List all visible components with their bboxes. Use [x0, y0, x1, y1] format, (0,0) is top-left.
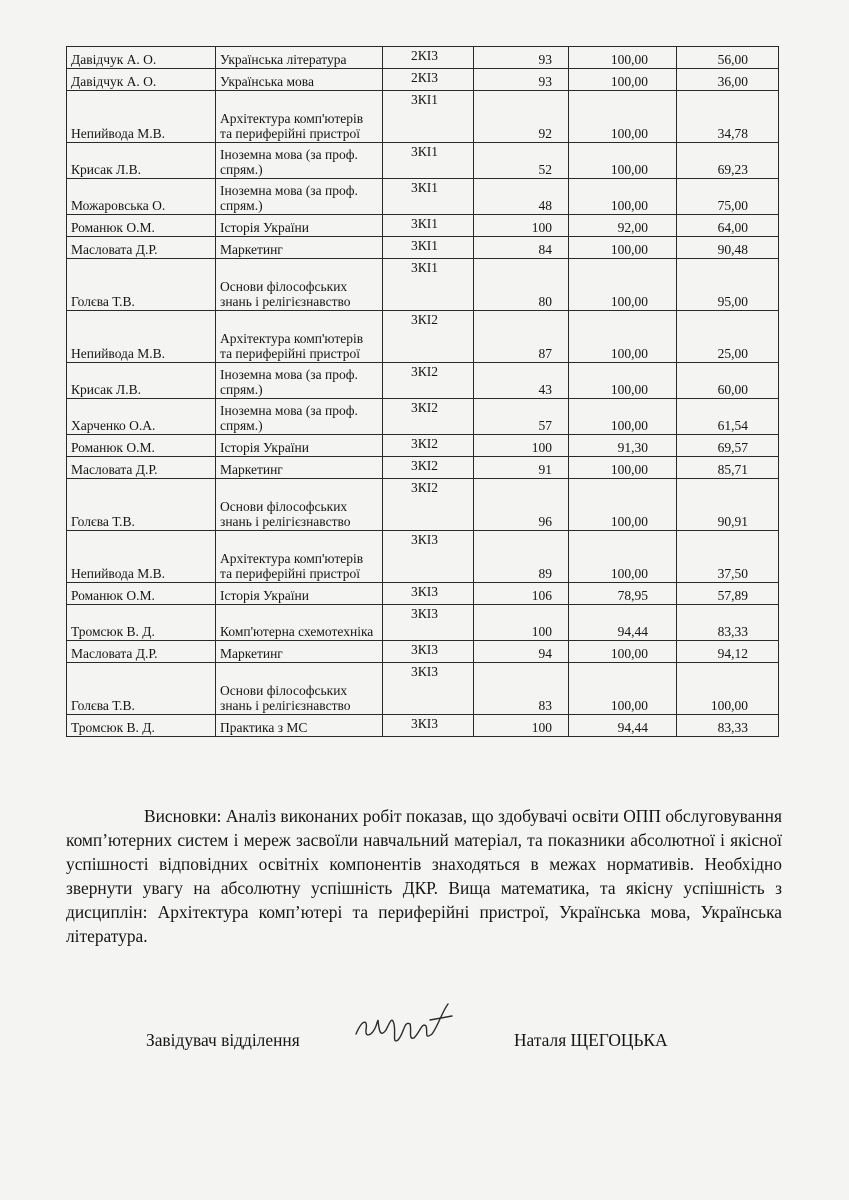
teacher-name-cell: Масловата Д.Р.: [67, 237, 216, 259]
quality-success-cell: 60,00: [677, 363, 779, 399]
quality-success-cell: 56,00: [677, 47, 779, 69]
table-row: [67, 69, 779, 91]
subject-cell: Українська мова: [216, 69, 383, 91]
subject-cell: Українська література: [216, 47, 383, 69]
group-cell: 2КІ3: [383, 69, 474, 91]
group-cell: 3КІ3: [383, 715, 474, 737]
table-row: [67, 605, 779, 641]
teacher-name-cell: Тромсюк В. Д.: [67, 605, 216, 641]
teacher-name-cell: Романюк О.М.: [67, 215, 216, 237]
group-cell: 3КІ2: [383, 479, 474, 531]
teacher-name-cell: Можаровська О.: [67, 179, 216, 215]
table-row: [67, 179, 779, 215]
quality-success-cell: 61,54: [677, 399, 779, 435]
table-row: [67, 435, 779, 457]
absolute-success-cell: 94,44: [569, 605, 677, 641]
absolute-success-cell: 100,00: [569, 69, 677, 91]
teacher-name-cell: Романюк О.М.: [67, 583, 216, 605]
subject-cell: Маркетинг: [216, 641, 383, 663]
grades-table-body: [67, 47, 779, 737]
quality-success-cell: 85,71: [677, 457, 779, 479]
absolute-success-cell: 100,00: [569, 91, 677, 143]
group-cell: 3КІ1: [383, 143, 474, 179]
group-cell: 3КІ2: [383, 435, 474, 457]
quality-success-cell: 34,78: [677, 91, 779, 143]
teacher-name-cell: Крисак Л.В.: [67, 363, 216, 399]
absolute-success-cell: 100,00: [569, 399, 677, 435]
absolute-success-cell: 92,00: [569, 215, 677, 237]
position-label: Завідувач відділення: [146, 1030, 300, 1050]
student-count-cell: 93: [474, 69, 569, 91]
table-row: [67, 311, 779, 363]
signature-image: [352, 990, 462, 1050]
table-row: [67, 143, 779, 179]
table-row: [67, 479, 779, 531]
teacher-name-cell: Непийвода М.В.: [67, 531, 216, 583]
absolute-success-cell: 100,00: [569, 311, 677, 363]
conclusion-paragraph: Висновки: Аналіз виконаних робіт показав, що здобувачі освіти ОПП обслуговування комп’ютерних систем і мереж засвоїли навчальний матеріал, та показники абсолютної і якісної успішності відповідних освітніх компонентів знаходяться в межах нормативів. Необхідно звернути увагу на абсолютну успішність ДКР. Вища математика, та якісну успішність з дисциплін: Архітектура комп’ютері та периферійні пристрої, Українська мова, Українська література.: [66, 806, 782, 946]
quality-success-cell: 94,12: [677, 641, 779, 663]
quality-success-cell: 75,00: [677, 179, 779, 215]
subject-cell: Маркетинг: [216, 457, 383, 479]
absolute-success-cell: 100,00: [569, 641, 677, 663]
student-count-cell: 87: [474, 311, 569, 363]
student-count-cell: 100: [474, 215, 569, 237]
subject-cell: Комп'ютерна схемотехніка: [216, 605, 383, 641]
student-count-cell: 96: [474, 479, 569, 531]
group-cell: 2КІ3: [383, 47, 474, 69]
subject-cell: Основи філософських знань і релігієзнавство: [216, 479, 383, 531]
subject-cell: Іноземна мова (за проф. спрям.): [216, 399, 383, 435]
teacher-name-cell: Голєва Т.В.: [67, 479, 216, 531]
student-count-cell: 52: [474, 143, 569, 179]
absolute-success-cell: 100,00: [569, 531, 677, 583]
group-cell: 3КІ1: [383, 91, 474, 143]
subject-cell: Архітектура комп'ютерів та периферійні пристрої: [216, 311, 383, 363]
quality-success-cell: 64,00: [677, 215, 779, 237]
subject-cell: Іноземна мова (за проф. спрям.): [216, 363, 383, 399]
grades-table: [66, 46, 779, 737]
quality-success-cell: 90,48: [677, 237, 779, 259]
student-count-cell: 57: [474, 399, 569, 435]
table-row: [67, 583, 779, 605]
signer-name: Наталя ЩЕГОЦЬКА: [514, 1030, 668, 1050]
table-row: [67, 641, 779, 663]
subject-cell: Архітектура комп'ютерів та периферійні пристрої: [216, 531, 383, 583]
absolute-success-cell: 100,00: [569, 47, 677, 69]
group-cell: 3КІ3: [383, 641, 474, 663]
table-row: [67, 215, 779, 237]
group-cell: 3КІ2: [383, 399, 474, 435]
teacher-name-cell: Давідчук А. О.: [67, 47, 216, 69]
absolute-success-cell: 91,30: [569, 435, 677, 457]
quality-success-cell: 100,00: [677, 663, 779, 715]
student-count-cell: 100: [474, 715, 569, 737]
table-row: [67, 237, 779, 259]
table-row: [67, 399, 779, 435]
table-row: [67, 363, 779, 399]
quality-success-cell: 83,33: [677, 605, 779, 641]
group-cell: 3КІ3: [383, 605, 474, 641]
teacher-name-cell: Непийвода М.В.: [67, 311, 216, 363]
absolute-success-cell: 100,00: [569, 237, 677, 259]
quality-success-cell: 69,57: [677, 435, 779, 457]
table-row: [67, 715, 779, 737]
teacher-name-cell: Харченко О.А.: [67, 399, 216, 435]
absolute-success-cell: 100,00: [569, 363, 677, 399]
absolute-success-cell: 100,00: [569, 479, 677, 531]
subject-cell: Історія України: [216, 215, 383, 237]
teacher-name-cell: Непийвода М.В.: [67, 91, 216, 143]
student-count-cell: 83: [474, 663, 569, 715]
student-count-cell: 89: [474, 531, 569, 583]
teacher-name-cell: Масловата Д.Р.: [67, 641, 216, 663]
teacher-name-cell: Масловата Д.Р.: [67, 457, 216, 479]
student-count-cell: 84: [474, 237, 569, 259]
group-cell: 3КІ2: [383, 363, 474, 399]
absolute-success-cell: 100,00: [569, 259, 677, 311]
student-count-cell: 92: [474, 91, 569, 143]
student-count-cell: 43: [474, 363, 569, 399]
subject-cell: Основи філософських знань і релігієзнавство: [216, 663, 383, 715]
group-cell: 3КІ1: [383, 179, 474, 215]
table-row: [67, 91, 779, 143]
quality-success-cell: 90,91: [677, 479, 779, 531]
absolute-success-cell: 78,95: [569, 583, 677, 605]
group-cell: 3КІ3: [383, 663, 474, 715]
subject-cell: Історія України: [216, 583, 383, 605]
group-cell: 3КІ2: [383, 457, 474, 479]
group-cell: 3КІ1: [383, 215, 474, 237]
group-cell: 3КІ3: [383, 583, 474, 605]
teacher-name-cell: Крисак Л.В.: [67, 143, 216, 179]
subject-cell: Практика з МС: [216, 715, 383, 737]
table-row: [67, 259, 779, 311]
absolute-success-cell: 100,00: [569, 663, 677, 715]
quality-success-cell: 25,00: [677, 311, 779, 363]
quality-success-cell: 36,00: [677, 69, 779, 91]
quality-success-cell: 69,23: [677, 143, 779, 179]
quality-success-cell: 37,50: [677, 531, 779, 583]
teacher-name-cell: Романюк О.М.: [67, 435, 216, 457]
student-count-cell: 100: [474, 435, 569, 457]
teacher-name-cell: Давідчук А. О.: [67, 69, 216, 91]
table-row: [67, 531, 779, 583]
subject-cell: Іноземна мова (за проф. спрям.): [216, 179, 383, 215]
teacher-name-cell: Голєва Т.В.: [67, 663, 216, 715]
subject-cell: Іноземна мова (за проф. спрям.): [216, 143, 383, 179]
subject-cell: Основи філософських знань і релігієзнавство: [216, 259, 383, 311]
student-count-cell: 91: [474, 457, 569, 479]
subject-cell: Архітектура комп'ютерів та периферійні пристрої: [216, 91, 383, 143]
student-count-cell: 106: [474, 583, 569, 605]
subject-cell: Історія України: [216, 435, 383, 457]
quality-success-cell: 95,00: [677, 259, 779, 311]
teacher-name-cell: Голєва Т.В.: [67, 259, 216, 311]
absolute-success-cell: 100,00: [569, 179, 677, 215]
table-row: [67, 47, 779, 69]
teacher-name-cell: Тромсюк В. Д.: [67, 715, 216, 737]
group-cell: 3КІ3: [383, 531, 474, 583]
table-row: [67, 457, 779, 479]
absolute-success-cell: 94,44: [569, 715, 677, 737]
group-cell: 3КІ1: [383, 259, 474, 311]
student-count-cell: 93: [474, 47, 569, 69]
quality-success-cell: 83,33: [677, 715, 779, 737]
subject-cell: Маркетинг: [216, 237, 383, 259]
quality-success-cell: 57,89: [677, 583, 779, 605]
student-count-cell: 48: [474, 179, 569, 215]
group-cell: 3КІ2: [383, 311, 474, 363]
group-cell: 3КІ1: [383, 237, 474, 259]
student-count-cell: 80: [474, 259, 569, 311]
absolute-success-cell: 100,00: [569, 143, 677, 179]
student-count-cell: 100: [474, 605, 569, 641]
absolute-success-cell: 100,00: [569, 457, 677, 479]
student-count-cell: 94: [474, 641, 569, 663]
table-row: [67, 663, 779, 715]
